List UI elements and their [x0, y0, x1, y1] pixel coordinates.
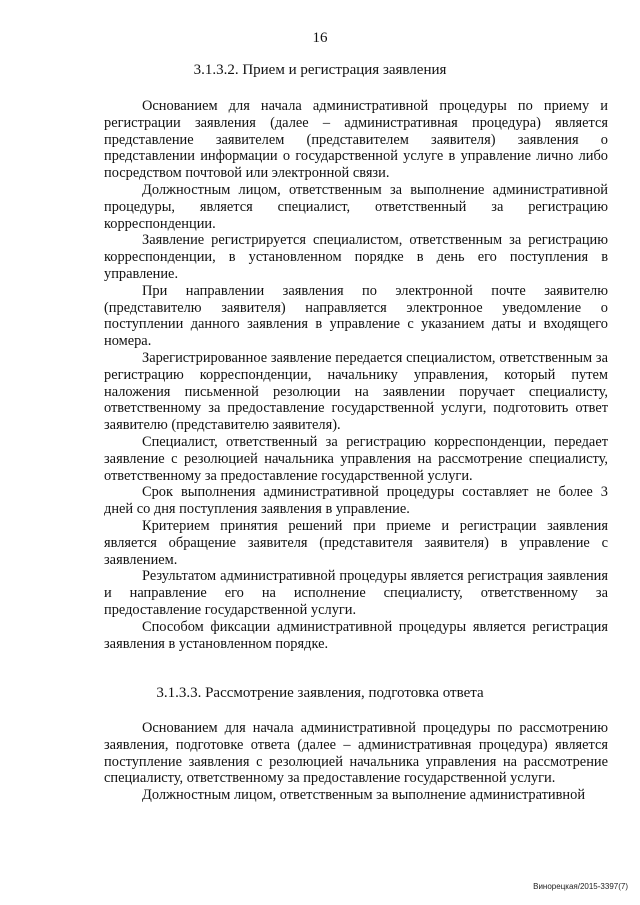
paragraph: Основанием для начала административной процедуры по приему и регистрации заявления (далее – административная процедура) является представление заявителем (представителем заявителя) заявления о представлении информации о государственной услуге в управление лично либо посредством почтовой или электронной связи.: [104, 98, 608, 182]
paragraph: Способом фиксации административной процедуры является регистрация заявления в установленном порядке.: [104, 618, 608, 652]
paragraph: Заявление регистрируется специалистом, ответственным за регистрацию корреспонденции, в установленном порядке в день его поступления в управление.: [104, 232, 608, 282]
paragraph: Должностным лицом, ответственным за выполнение административной процедуры, является специалист, ответственный за регистрацию корреспонденции.: [104, 181, 608, 232]
section-body-3-1-3-2: [104, 98, 608, 652]
section-heading-3-1-3-2: 3.1.3.2. Прием и регистрация заявления: [193, 62, 447, 78]
paragraph: Зарегистрированное заявление передается специалистом, ответственным за регистрацию корреспонденции, начальнику управления, который путем наложения письменной резолюции на заявлении поручает специалисту, ответственному за предоставление государственной услуги, подготовить ответ заявителю (представителю заявителя).: [104, 349, 608, 434]
paragraph: Результатом административной процедуры является регистрация заявления и направление его на исполнение специалисту, ответственному за предоставление государственной услуги.: [104, 568, 608, 618]
paragraph: При направлении заявления по электронной почте заявителю (представителю заявителя) направляется электронное уведомление о поступлении данного заявления в управление с указанием даты и входящего номера.: [104, 282, 608, 350]
section-heading-3-1-3-3: 3.1.3.3. Рассмотрение заявления, подготовка ответа: [156, 685, 484, 701]
paragraph: Критерием принятия решений при приеме и регистрации заявления является обращение заявителя (представителя заявителя) в управление с заявлением.: [104, 517, 608, 568]
paragraph: Специалист, ответственный за регистрацию корреспонденции, передает заявление с резолюцией начальника управления на рассмотрение специалисту, ответственному за предоставление государственной услуги.: [104, 433, 608, 484]
paragraph: Срок выполнения административной процедуры составляет не более 3 дней со дня поступления заявления в управление.: [104, 484, 608, 518]
section-body-3-1-3-3: [104, 720, 608, 804]
paragraph: Должностным лицом, ответственным за выполнение административной: [142, 787, 586, 804]
page-number: 16: [312, 30, 328, 46]
document-code: Винорецкая/2015-3397(7): [533, 882, 628, 891]
paragraph: Основанием для начала административной процедуры по рассмотрению заявления, подготовке ответа (далее – административная процедура) является поступление заявления с резолюцией начальника управления на рассмотрение специалисту, ответственному за предоставление государственной услуги.: [104, 720, 608, 787]
